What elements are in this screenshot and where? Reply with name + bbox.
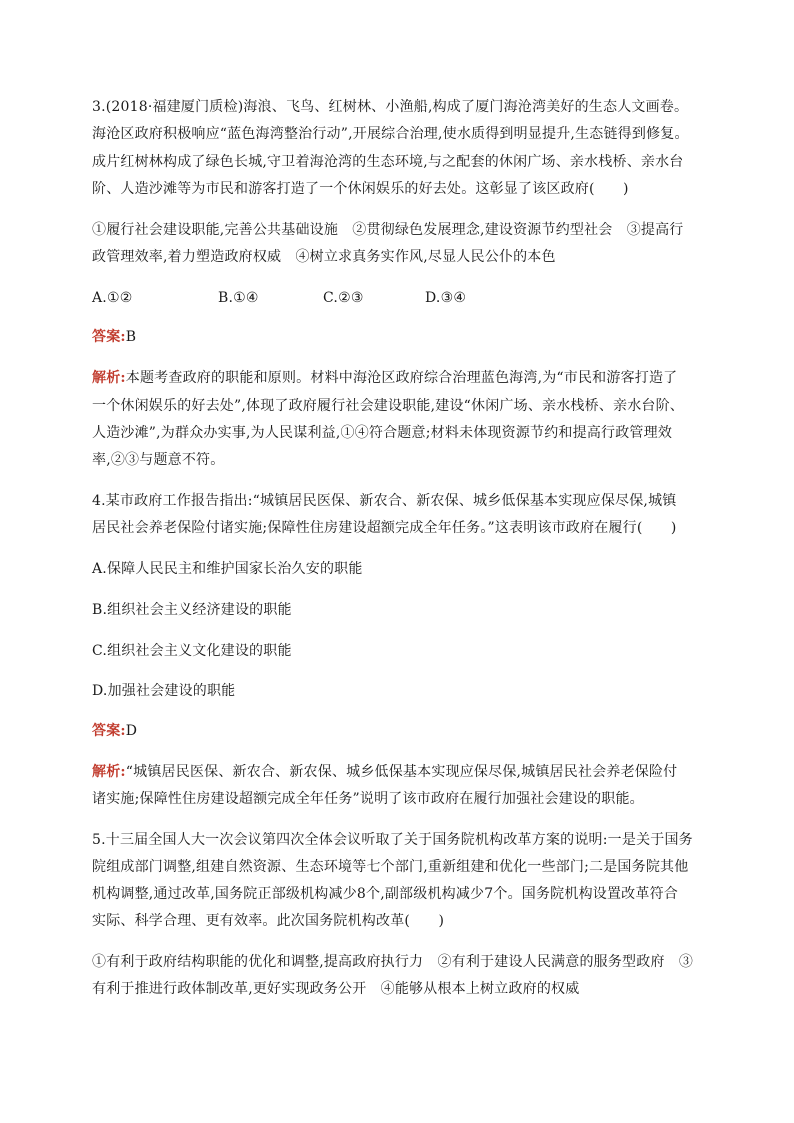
q3-analysis-text-1: 本题考查政府的职能和原则。材料中海沧区政府综合治理蓝色海湾,为“市民和游客打造了 (125, 370, 678, 386)
q3-answer-label: 答案: (92, 329, 126, 345)
q5-statements-line-1: ①有利于政府结构职能的优化和调整,提高政府执行力 ②有利于建设人民满意的服务型政府 ③ (92, 954, 694, 970)
q3-stem-line-4: 阶、人造沙滩等为市民和游客打造了一个休闲娱乐的好去处。这彰显了该区政府( ) (92, 181, 629, 197)
q4-analysis-line-1 (92, 762, 712, 782)
q3-analysis-line-1 (92, 368, 712, 388)
q3-stem-line-3: 成片红树林构成了绿色长城,守卫着海沧湾的生态环境,与之配套的休闲广场、亲水栈桥、亲水台 (92, 154, 684, 170)
q4-option-a[interactable]: A.保障人民民主和维护国家长治久安的职能 (92, 561, 363, 577)
q3-stem-line-1: 3.(2018·福建厦门质检)海浪、飞鸟、红树林、小渔船,构成了厦门海沧湾美好的生态人文画卷。 (92, 99, 689, 115)
q3-option-a[interactable]: A.①② (92, 290, 133, 306)
q4-answer-value: D (125, 723, 138, 739)
q5-stem-line-2: 院组成部门调整,组建自然资源、生态环境等七个部门,重新组建和优化一些部门;二是国务院其他 (92, 859, 689, 875)
q3-analysis-line-2: 一个休闲娱乐的好去处”,体现了政府履行社会建设职能,建设“休闲广场、亲水栈桥、亲水台阶、 (92, 398, 685, 414)
q3-answer-value: B (125, 329, 137, 345)
q3-option-c[interactable]: C.②③ (323, 290, 364, 306)
q4-option-b[interactable]: B.组织社会主义经济建设的职能 (92, 602, 292, 618)
q3-analysis-label: 解析: (92, 370, 126, 386)
q3-analysis-line-3: 人造沙滩”,为群众办实事,为人民谋利益,①④符合题意;材料未体现资源节约和提高行政管理效 (92, 425, 673, 441)
q4-option-d[interactable]: D.加强社会建设的职能 (92, 683, 236, 699)
q3-option-b[interactable]: B.①④ (218, 290, 259, 306)
q3-stem-line-2: 海沧区政府积极响应“蓝色海湾整治行动”,开展综合治理,使水质得到明显提升,生态链得到修复。 (92, 126, 689, 142)
q5-stem-line-1: 5.十三届全国人大一次会议第四次全体会议听取了关于国务院机构改革方案的说明:一是关于国务 (92, 832, 693, 848)
q5-statements-line-2: 有利于推进行政体制改革,更好实现政务公开 ④能够从根本上树立政府的权威 (92, 981, 580, 997)
q4-analysis-label: 解析: (92, 764, 126, 780)
q3-analysis-line-4: 率,②③与题意不符。 (92, 452, 225, 468)
q4-option-c[interactable]: C.组织社会主义文化建设的职能 (92, 643, 292, 659)
q4-analysis-text-1: “城镇居民医保、新农合、新农保、城乡低保基本实现应保尽保,城镇居民社会养老保险付 (125, 764, 678, 780)
q5-stem-line-3: 机构调整,通过改革,国务院正部级机构减少8个,副部级机构减少7个。国务院机构设置改革符合 (92, 886, 678, 902)
q4-stem-line-2: 居民社会养老保险付诸实施;保障性住房建设超额完成全年任务。”这表明该市政府在履行( ) (92, 520, 677, 536)
q3-answer (92, 327, 712, 347)
q4-answer (92, 721, 712, 741)
q3-option-d[interactable]: D.③④ (425, 290, 467, 306)
q4-stem-line-1: 4.某市政府工作报告指出:“城镇居民医保、新农合、新农保、城乡低保基本实现应保尽保,城镇 (92, 493, 677, 509)
q4-answer-label: 答案: (92, 723, 126, 739)
q4-analysis-line-2: 诸实施;保障性住房建设超额完成全年任务”说明了该市政府在履行加强社会建设的职能。 (92, 791, 644, 807)
q3-statements-line-2: 政管理效率,着力塑造政府权威 ④树立求真务实作风,尽显人民公仆的本色 (92, 249, 556, 265)
q3-statements-line-1: ①履行社会建设职能,完善公共基础设施 ②贯彻绿色发展理念,建设资源节约型社会 ③提高行 (92, 222, 684, 238)
q5-stem-line-4: 实际、科学合理、更有效率。此次国务院机构改革( ) (92, 913, 445, 929)
